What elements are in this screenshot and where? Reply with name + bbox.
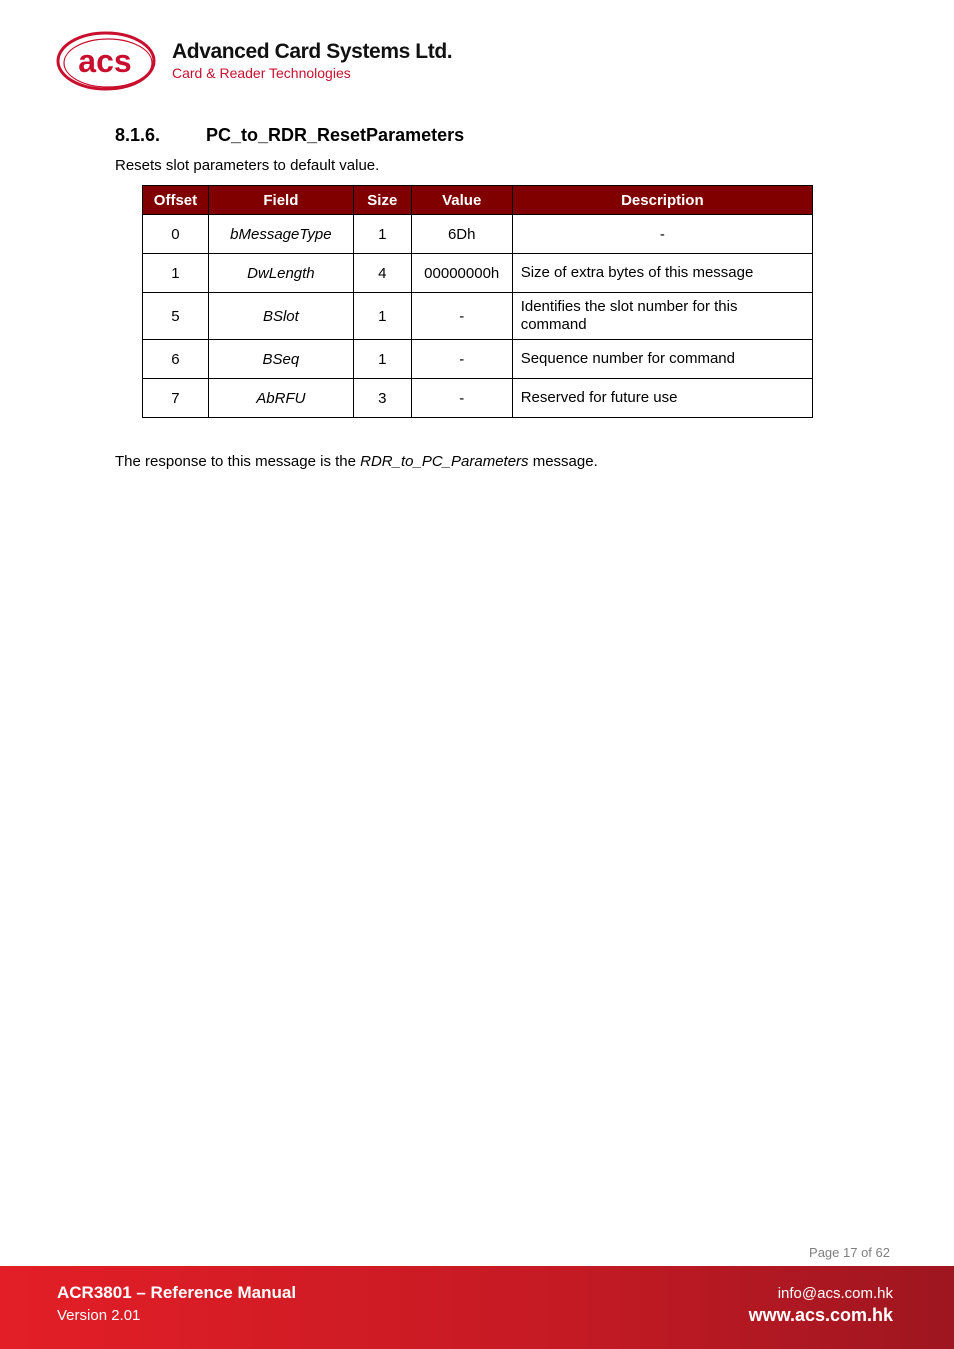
- cell-description: Sequence number for command: [512, 340, 812, 379]
- document-title: ACR3801 – Reference Manual: [57, 1283, 297, 1302]
- cell-size: 1: [353, 293, 411, 340]
- website-link: www.acs.com.hk: [748, 1305, 893, 1325]
- header-size: Size: [353, 186, 411, 215]
- message-structure-table: [142, 185, 813, 418]
- table-row: [143, 379, 813, 418]
- section-intro: Resets slot parameters to default value.: [115, 157, 380, 174]
- page-number: Page 17 of 62: [809, 1245, 890, 1260]
- cell-offset: 1: [143, 254, 209, 293]
- header-offset: Offset: [143, 186, 209, 215]
- cell-size: 1: [353, 215, 411, 254]
- cell-offset: 6: [143, 340, 209, 379]
- cell-value: 00000000h: [411, 254, 512, 293]
- section-title: PC_to_RDR_ResetParameters: [206, 125, 465, 145]
- section-number: 8.1.6.: [115, 125, 161, 145]
- cell-size: 4: [353, 254, 411, 293]
- cell-description: Identifies the slot number for this command: [512, 293, 812, 340]
- table-header-row: [143, 186, 813, 215]
- cell-description: Reserved for future use: [512, 379, 812, 418]
- contact-email: info@acs.com.hk: [777, 1285, 893, 1302]
- cell-description: Size of extra bytes of this message: [512, 254, 812, 293]
- page-footer: [0, 1266, 954, 1349]
- table-row: [143, 215, 813, 254]
- cell-field: AbRFU: [208, 379, 353, 418]
- document-version: Version 2.01: [57, 1307, 141, 1324]
- cell-field: DwLength: [208, 254, 353, 293]
- cell-size: 3: [353, 379, 411, 418]
- cell-offset: 5: [143, 293, 209, 340]
- logo-lettering: acs: [78, 43, 132, 79]
- cell-size: 1: [353, 340, 411, 379]
- header-description: Description: [512, 186, 812, 215]
- response-prefix: The response to this message is the: [115, 453, 361, 470]
- header-field: Field: [208, 186, 353, 215]
- company-logo: [55, 30, 465, 94]
- response-suffix: message.: [528, 453, 598, 470]
- cell-field: BSeq: [208, 340, 353, 379]
- cell-offset: 0: [143, 215, 209, 254]
- cell-value: -: [411, 340, 512, 379]
- section-heading: [115, 125, 464, 146]
- response-note: [115, 453, 598, 470]
- cell-description: -: [512, 215, 812, 254]
- table-row: [143, 340, 813, 379]
- header-value: Value: [411, 186, 512, 215]
- cell-offset: 7: [143, 379, 209, 418]
- response-message-name: RDR_to_PC_Parameters: [360, 453, 529, 470]
- cell-value: -: [411, 293, 512, 340]
- table-row: [143, 293, 813, 340]
- cell-field: bMessageType: [208, 215, 353, 254]
- company-name: Advanced Card Systems Ltd.: [172, 40, 453, 63]
- cell-value: 6Dh: [411, 215, 512, 254]
- acs-logo-icon: [55, 30, 159, 94]
- table-row: [143, 254, 813, 293]
- company-tagline: Card & Reader Technologies: [172, 65, 351, 81]
- cell-value: -: [411, 379, 512, 418]
- cell-field: BSlot: [208, 293, 353, 340]
